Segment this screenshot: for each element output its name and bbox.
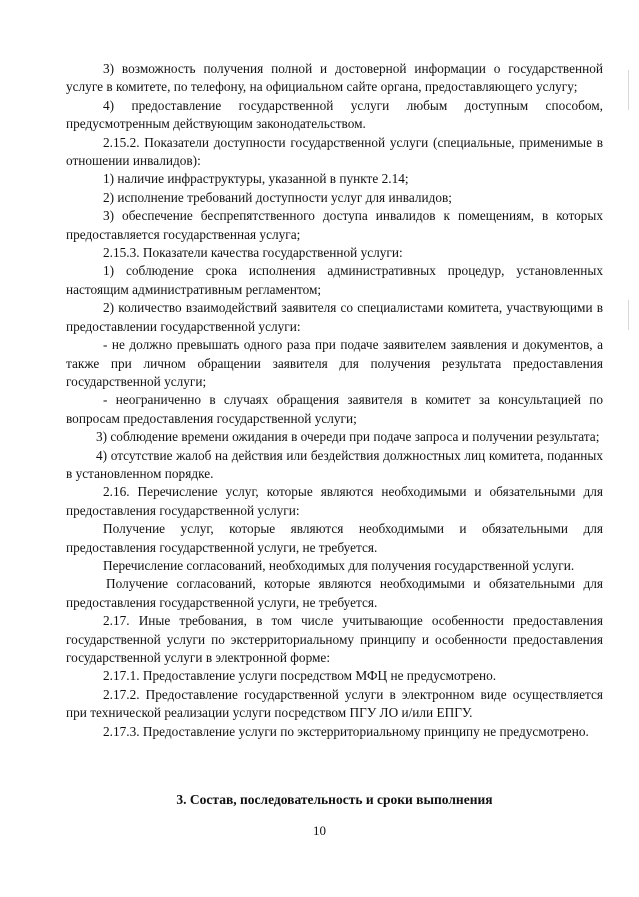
page-number: 10 <box>313 823 326 838</box>
paragraph: - не должно превышать одного раза при подаче заявителем заявления и документов, а также при личном обращении заявителя для получения результата предоставления государственной услуги; <box>66 337 603 389</box>
paragraph: 2.16. Перечисление услуг, которые являются необходимыми и обязательными для предоставления государственной услуги: <box>66 484 603 518</box>
paragraph: Перечисление согласований, необходимых для получения государственной услуги. <box>103 557 575 573</box>
paragraph: 4) предоставление государственной услуги любым доступным способом, предусмотренным действующим законодательством. <box>66 97 603 132</box>
section-heading: 3. Состав, последовательность и сроки выполнения <box>176 792 493 807</box>
scan-edge-line <box>628 300 629 330</box>
paragraph: Получение согласований, которые являются необходимыми и обязательными для предоставления государственной услуги, не требуется. <box>66 576 603 610</box>
paragraph: 1) наличие инфраструктуры, указанной в пункте 2.14; <box>103 171 409 187</box>
paragraph: 2) исполнение требований доступности услуг для инвалидов; <box>103 189 452 205</box>
paragraph: 2.17.1. Предоставление услуги посредством МФЦ не предусмотрено. <box>103 668 497 684</box>
paragraph: 2) количество взаимодействий заявителя со специалистами комитета, участвующими в предоставлении государственной услуги: <box>66 300 603 334</box>
paragraph: 3) обеспечение беспрепятственного доступа инвалидов к помещениям, в которых предоставляется государственная услуга; <box>66 208 603 242</box>
body-text <box>66 60 603 741</box>
scan-edge-line <box>628 70 629 110</box>
paragraph: 3) возможность получения полной и достоверной информации о государственной услуге в комитете, по телефону, на официальном сайте органа, предоставляющего услугу; <box>66 61 603 95</box>
paragraph: Получение услуг, которые являются необходимыми и обязательными для предоставления государственной услуги, не требуется. <box>66 521 603 555</box>
paragraph: 2.17. Иные требования, в том числе учитывающие особенности предоставления государственной услуги по экстерриториальному принципу и особенности предоставления государственной услуги в электронной форме: <box>66 613 603 665</box>
paragraph: - неограниченно в случаях обращения заявителя в комитет за консультацией по вопросам предоставления государственной услуги; <box>66 392 603 426</box>
paragraph: 2.17.2. Предоставление государственной услуги в электронном виде осуществляется при технической реализации услуги посредством ПГУ ЛО и/или ЕПГУ. <box>66 686 603 721</box>
paragraph: 2.15.3. Показатели качества государственной услуги: <box>103 245 403 261</box>
paragraph: 2.15.2. Показатели доступности государственной услуги (специальные, применимые в отношении инвалидов): <box>66 134 603 169</box>
paragraph: 4) отсутствие жалоб на действия или бездействия должностных лиц комитета, поданных в установленном порядке. <box>66 447 603 481</box>
paragraph: 2.17.3. Предоставление услуги по экстерриториальному принципу не предусмотрено. <box>103 723 589 739</box>
paragraph: 3) соблюдение времени ожидания в очереди при подаче запроса и получении результата; <box>96 429 600 445</box>
paragraph: 1) соблюдение срока исполнения административных процедур, установленных настоящим административным регламентом; <box>66 263 603 297</box>
